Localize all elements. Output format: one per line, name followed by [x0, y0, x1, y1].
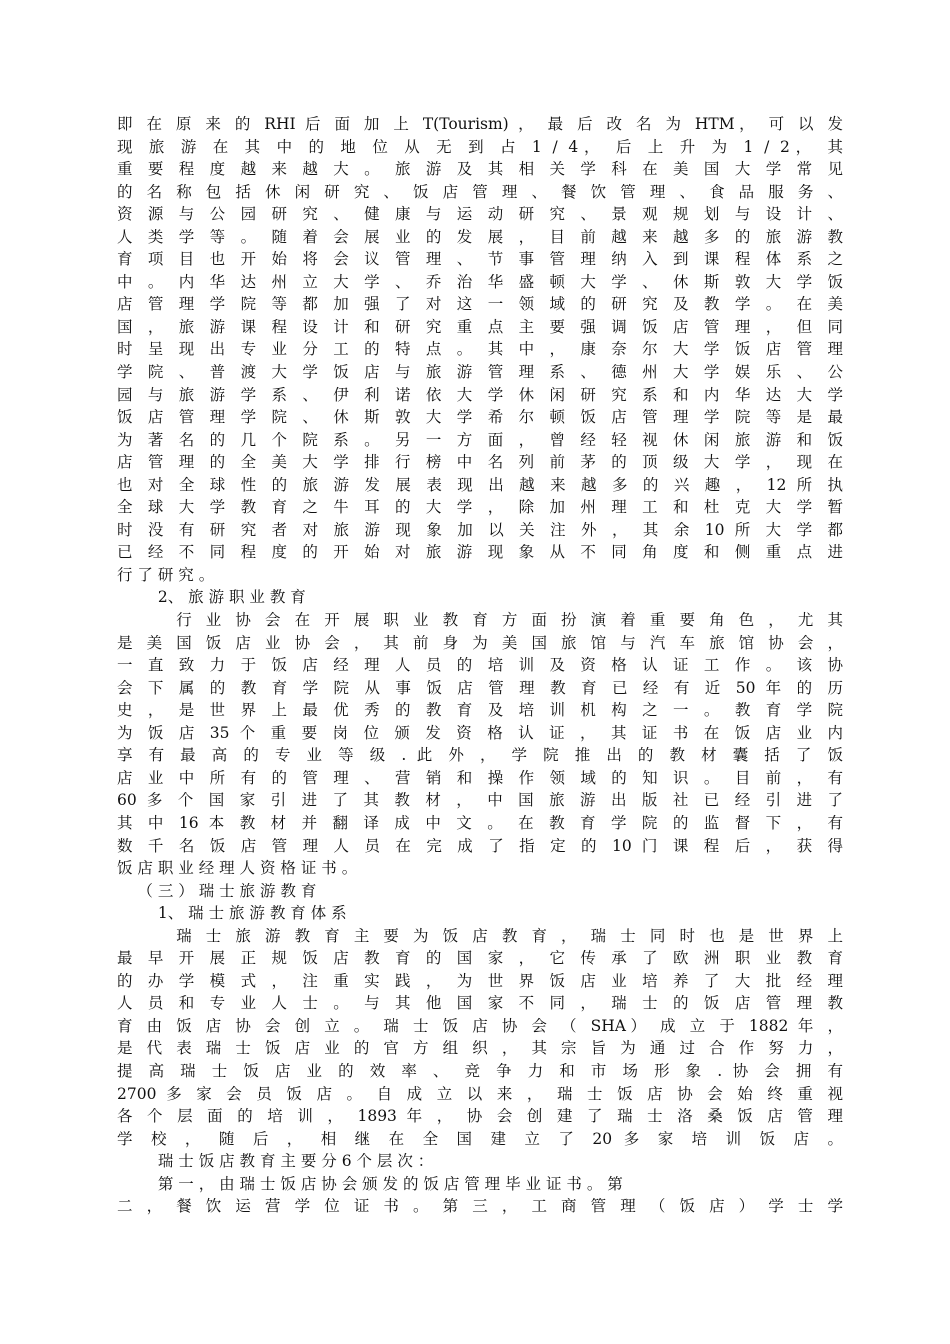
- text-line: 瑞 士 饭 店 教 育 主 要 分 6 个 层 次 ：: [117, 1152, 434, 1171]
- text-line: 是 美 国 饭 店 业 协 会 ， 其 前 身 为 美 国 旅 馆 与 汽 车 旅 馆 协 会 ，: [117, 633, 843, 652]
- text-line: 重 要 程 度 越 来 越 大 。 旅 游 及 其 相 关 学 科 在 美 国 大 学 常 见: [117, 160, 843, 179]
- text-line: 行 了 研 究 。: [117, 565, 215, 584]
- text-line: 瑞 士 旅 游 教 育 主 要 为 饭 店 教 育 ， 瑞 士 同 时 也 是 世 界 上: [117, 926, 843, 945]
- body-text: [117, 113, 843, 1218]
- text-line: 店 业 中 所 有 的 管 理 、 营 销 和 操 作 领 域 的 知 识 。 目 前 ， 有: [117, 768, 843, 787]
- text-line: （ 三 ） 瑞 士 旅 游 教 育: [117, 881, 317, 900]
- text-line: 时 呈 现 出 专 业 分 工 的 特 点 。 其 中 ， 康 奈 尔 大 学 饭 店 管 理: [117, 340, 843, 359]
- text-line: 是 代 表 瑞 士 饭 店 业 的 官 方 组 织 ， 其 宗 旨 为 通 过 合 作 努 力 ，: [117, 1039, 843, 1058]
- text-line: 2、 旅 游 职 业 教 育: [117, 588, 306, 607]
- text-line: 现 旅 游 在 其 中 的 地 位 从 无 到 占 1 / 4， 后 上 升 为 1 / 2， 其: [117, 137, 843, 156]
- text-line: 学 院 、 普 渡 大 学 饭 店 与 旅 游 管 理 系 、 德 州 大 学 娱 乐 、 公: [117, 363, 843, 382]
- text-line: 60 多 个 国 家 引 进 了 其 教 材 ， 中 国 旅 游 出 版 社 已 经 引 进 了: [117, 791, 843, 810]
- text-line: 为 著 名 的 几 个 院 系 。 另 一 方 面 ， 曾 经 轻 视 休 闲 旅 游 和 饭: [117, 430, 843, 449]
- text-line: 人 员 和 专 业 人 士 。 与 其 他 国 家 不 同 ， 瑞 士 的 饭 店 管 理 教: [117, 994, 843, 1013]
- text-line: 时 没 有 研 究 者 对 旅 游 现 象 加 以 关 注 外 ， 其 余 10 所 大 学 都: [117, 520, 843, 539]
- text-line: 二 ， 餐 饮 运 营 学 位 证 书 。 第 三 ， 工 商 管 理 （ 饭 店 ） 学 士 学: [117, 1197, 843, 1216]
- text-line: 园 与 旅 游 学 系 、 伊 利 诺 依 大 学 休 闲 研 究 系 和 内 华 达 大 学: [117, 385, 843, 404]
- text-line: 饭 店 管 理 学 院 、 休 斯 敦 大 学 希 尔 顿 饭 店 管 理 学 院 等 是 最: [117, 408, 843, 427]
- text-line: 最 早 开 展 正 规 饭 店 教 育 的 国 家 ， 它 传 承 了 欧 洲 职 业 教 育: [117, 949, 843, 968]
- text-line: 的 名 称 包 括 休 闲 研 究 、 饭 店 管 理 、 餐 饮 管 理 、 食 品 服 务 、: [117, 182, 843, 201]
- text-line: 为 饭 店 35 个 重 要 岗 位 颁 发 资 格 认 证 ， 其 证 书 在 饭 店 业 内: [117, 723, 843, 742]
- text-line: 已 经 不 同 程 度 的 开 始 对 旅 游 现 象 从 不 同 角 度 和 侧 重 点 进: [117, 543, 843, 562]
- text-line: 史 ， 是 世 界 上 最 优 秀 的 教 育 及 培 训 机 构 之 一 。 教 育 学 院: [117, 701, 843, 720]
- text-line: 的 办 学 模 式 ， 注 重 实 践 ， 为 世 界 饭 店 业 培 养 了 大 批 经 理: [117, 971, 843, 990]
- text-line: 其 中 16 本 教 材 并 翻 译 成 中 文 。 在 教 育 学 院 的 监 督 下 ， 有: [117, 813, 843, 832]
- text-line: 育 由 饭 店 协 会 创 立 。 瑞 士 饭 店 协 会 （ SHA） 成 立 于 1882 年 ，: [117, 1016, 843, 1035]
- text-line: 学 校 ， 随 后 ， 相 继 在 全 国 建 立 了 20 多 家 培 训 饭 店 。: [117, 1129, 843, 1148]
- text-line: 中 。 内 华 达 州 立 大 学 、 乔 治 华 盛 顿 大 学 、 休 斯 敦 大 学 饭: [117, 272, 843, 291]
- text-line: 全 球 大 学 教 育 之 牛 耳 的 大 学 ， 除 加 州 理 工 和 杜 克 大 学 暂: [117, 498, 843, 517]
- text-line: 资 源 与 公 园 研 究 、 健 康 与 运 动 研 究 、 景 观 规 划 与 设 计 、: [117, 205, 843, 224]
- text-line: 也 对 全 球 性 的 旅 游 发 展 表 现 出 越 来 越 多 的 兴 趣 ， 12 所 执: [117, 475, 843, 494]
- text-line: 会 下 属 的 教 育 学 院 从 事 饭 店 管 理 教 育 已 经 有 近 50 年 的 历: [117, 678, 843, 697]
- text-line: 店 管 理 学 院 等 都 加 强 了 对 这 一 领 域 的 研 究 及 教 学 。 在 美: [117, 295, 843, 314]
- text-line: 一 直 致 力 于 饭 店 经 理 人 员 的 培 训 及 资 格 认 证 工 作 。 该 协: [117, 656, 843, 675]
- text-line: 国 ， 旅 游 课 程 设 计 和 研 究 重 点 主 要 强 调 饭 店 管 理 ， 但 同: [117, 317, 843, 336]
- text-line: 享 有 最 高 的 专 业 等 级 . 此 外 ， 学 院 推 出 的 教 材 囊 括 了 饭: [117, 746, 843, 765]
- text-line: 2700 多 家 会 员 饭 店 。 自 成 立 以 来 ， 瑞 士 饭 店 协 会 始 终 重 视: [117, 1084, 843, 1103]
- text-line: 饭 店 职 业 经 理 人 资 格 证 书 。: [117, 859, 358, 878]
- text-line: 店 管 理 的 全 美 大 学 排 行 榜 中 名 列 前 茅 的 顶 级 大 学 ， 现 在: [117, 453, 843, 472]
- text-line: 提 高 瑞 士 饭 店 业 的 效 率 、 竞 争 力 和 市 场 形 象 . 协 会 拥 有: [117, 1061, 843, 1080]
- text-line: 行 业 协 会 在 开 展 职 业 教 育 方 面 扮 演 着 重 要 角 色 ， 尤 其: [117, 611, 843, 630]
- text-line: 各 个 层 面 的 培 训 ， 1893 年 ， 协 会 创 建 了 瑞 士 洛 桑 饭 店 管 理: [117, 1107, 843, 1126]
- text-line: 第 一 ， 由 瑞 士 饭 店 协 会 颁 发 的 饭 店 管 理 毕 业 证 书 。 第: [117, 1174, 623, 1193]
- text-line: 数 千 名 饭 店 管 理 人 员 在 完 成 了 指 定 的 10 门 课 程 后 ， 获 得: [117, 836, 843, 855]
- text-line: 育 项 目 也 开 始 将 会 议 管 理 、 节 事 管 理 纳 入 到 课 程 体 系 之: [117, 250, 843, 269]
- text-line: 人 类 学 等 。 随 着 会 展 业 的 发 展 ， 目 前 越 来 越 多 的 旅 游 教: [117, 227, 843, 246]
- text-line: 即 在 原 来 的 RHI 后 面 加 上 T(Tourism) ， 最 后 改 名 为 HTM， 可 以 发: [117, 115, 843, 133]
- text-line: 1、 瑞 士 旅 游 教 育 体 系: [117, 904, 347, 923]
